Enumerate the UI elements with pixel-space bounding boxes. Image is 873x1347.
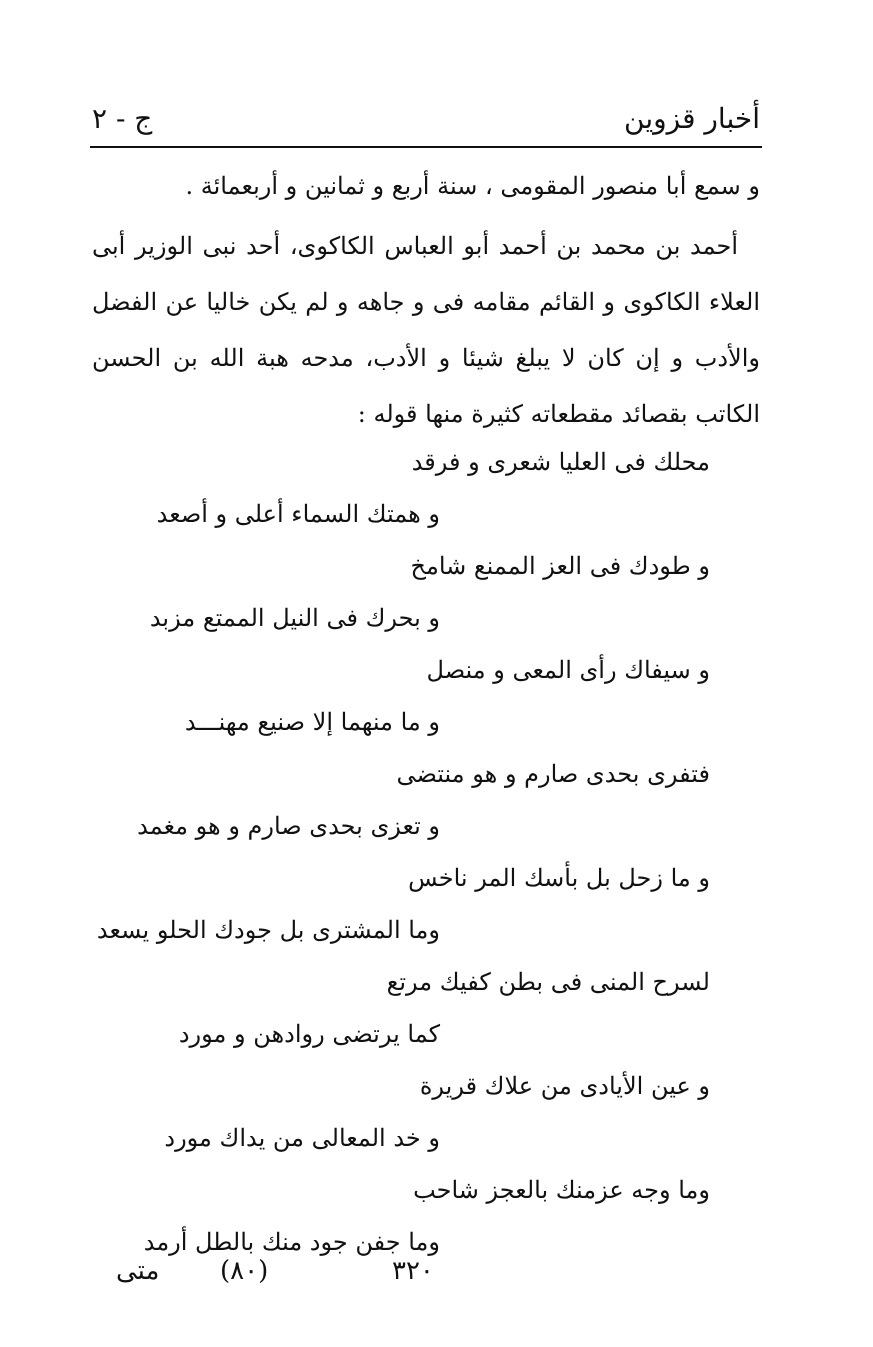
page-number: ٣٢٠: [392, 1256, 434, 1286]
paragraph: أحمد بن محمد بن أحمد أبو العباس الكاكوى، أحد نبى الوزير أبى العلاء الكاكوى و القائم مقامه فى و جاهه و لم يكن خاليا عن الفضل والأدب و إن كان لا يبلغ شيئا و الأدب، مدحه هبة الله بن الحسن الكاتب بقصائد مقطعاته كثيرة منها قوله :: [92, 232, 761, 428]
header-rule: [90, 146, 762, 148]
form-number: (٨٠): [220, 1256, 269, 1286]
page-footer: [92, 1256, 760, 1300]
verse-second-hemistich: وما جفن جود منك بالطل أرمد: [143, 1228, 440, 1256]
verse-first-hemistich: فتفرى بحدى صارم و هو منتضى: [396, 760, 710, 788]
verse-first-hemistich: لسرح المنى فى بطن كفيك مرتع: [386, 968, 710, 996]
book-title: أخبار قزوين: [624, 102, 760, 135]
poem: [96, 436, 710, 1268]
verse-first-hemistich: و عين الأيادى من علاك قريرة: [419, 1072, 710, 1100]
paragraph: و سمع أبا منصور المقومى ، سنة أربع و ثمانين و أربعمائة .: [185, 172, 760, 200]
verse-first-hemistich: محلك فى العليا شعرى و فرقد: [411, 448, 710, 476]
verse-first-hemistich: و سيفاك رأى المعى و منصل: [426, 656, 710, 684]
verse-first-hemistich: وما وجه عزمنك بالعجز شاحب: [413, 1176, 710, 1204]
verse-second-hemistich: و خد المعالى من يداك مورد: [164, 1124, 440, 1152]
verse-first-hemistich: و طودك فى العز الممنع شامخ: [410, 552, 710, 580]
verse-second-hemistich: كما يرتضى روادهن و مورد: [178, 1020, 440, 1048]
verse-second-hemistich: و بحرك فى النيل الممتع مزبد: [149, 604, 440, 632]
verse-second-hemistich: و تعزى بحدى صارم و هو مغمد: [137, 812, 440, 840]
volume-label: ج - ٢: [92, 102, 153, 135]
running-header: [92, 98, 760, 146]
verse-second-hemistich: و ما منهما إلا صنيع مهنـــد: [184, 708, 440, 736]
verse-second-hemistich: وما المشترى بل جودك الحلو يسعد: [96, 916, 440, 944]
signature-mark: متى: [116, 1256, 160, 1286]
body-text: [92, 158, 760, 442]
verse-second-hemistich: و همتك السماء أعلى و أصعد: [156, 500, 440, 528]
verse-first-hemistich: و ما زحل بل بأسك المر ناخس: [408, 864, 710, 892]
